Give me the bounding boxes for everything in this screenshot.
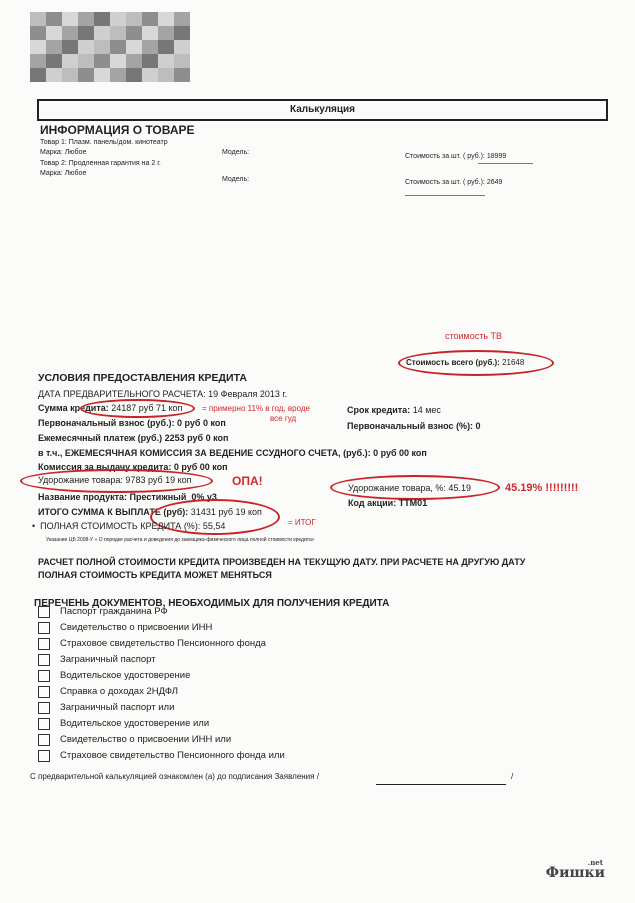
product-info-heading: ИНФОРМАЦИЯ О ТОВАРЕ bbox=[40, 123, 195, 137]
checkbox[interactable] bbox=[38, 654, 50, 666]
calculation-title: Калькуляция bbox=[37, 99, 608, 121]
pen-underline-2 bbox=[405, 195, 485, 196]
doc-item: Страховое свидетельство Пенсионного фонда bbox=[60, 638, 266, 649]
checkbox[interactable] bbox=[38, 686, 50, 698]
signature-slash: / bbox=[511, 772, 514, 781]
doc-item: Заграничный паспорт или bbox=[60, 702, 175, 713]
full-cost-row: • ПОЛНАЯ СТОИМОСТЬ КРЕДИТА (%): 55,54 bbox=[32, 521, 226, 531]
total-pay-row: ИТОГО СУММА К ВЫПЛАТЕ (руб): 31431 руб 19 коп bbox=[38, 507, 262, 517]
first-payment: Первоначальный взнос (руб.): 0 руб 0 коп bbox=[38, 418, 226, 428]
signature-text: С предварительной калькуляцией ознакомлен (а) до подписания Заявления / bbox=[30, 772, 319, 781]
checkbox[interactable] bbox=[38, 734, 50, 746]
cost2-label: Стоимость за шт. ( руб.): 2649 bbox=[405, 179, 503, 186]
checkbox[interactable] bbox=[38, 606, 50, 618]
product-name: Название продукта: Престижный_0% у3 bbox=[38, 492, 217, 502]
checkbox[interactable] bbox=[38, 702, 50, 714]
promo-code: Код акции: ТТМ01 bbox=[348, 498, 428, 508]
credit-heading: УСЛОВИЯ ПРЕДОСТАВЛЕНИЯ КРЕДИТА bbox=[38, 372, 247, 384]
annot-tv-cost: стоимость ТВ bbox=[445, 331, 503, 341]
sum-annot1: = примерно 11% в год, вроде bbox=[202, 404, 310, 413]
documents-heading: ПЕРЕЧЕНЬ ДОКУМЕНТОВ, НЕОБХОДИМЫХ ДЛЯ ПОЛУЧЕНИЯ КРЕДИТА bbox=[34, 598, 390, 609]
first-payment-pct: Первоначальный взнос (%): 0 bbox=[347, 421, 481, 431]
pixelated-logo-block bbox=[30, 12, 190, 82]
markup-pct-annot: 45.19% !!!!!!!!! bbox=[505, 482, 579, 494]
model2: Модель: bbox=[222, 176, 250, 183]
fishki-logo bbox=[545, 858, 605, 881]
full-cost-value: 55,54 bbox=[202, 521, 226, 531]
cb-footnote: Указание ЦБ 2008-У « О порядке расчета и доведения до заемщика-физического лица полной стоимости кредита» bbox=[46, 537, 315, 543]
cost2-value: 2649 bbox=[486, 179, 503, 186]
checkbox[interactable] bbox=[38, 750, 50, 762]
logo-text: Фишки bbox=[545, 865, 605, 881]
monthly-commission: в т.ч., ЕЖЕМЕСЯЧНАЯ КОМИССИЯ ЗА ВЕДЕНИЕ ССУДНОГО СЧЕТА, (руб.): 0 руб 00 коп bbox=[38, 448, 427, 458]
term-row: Срок кредита: 14 мес bbox=[347, 405, 441, 415]
cost1-value: 18999 bbox=[486, 153, 507, 160]
signature-line[interactable] bbox=[376, 776, 506, 785]
brand1: Марка: Любое bbox=[40, 149, 87, 156]
logo-net: .net bbox=[587, 858, 603, 867]
doc-item: Справка о доходах 2НДФЛ bbox=[60, 686, 178, 697]
checkbox[interactable] bbox=[38, 622, 50, 634]
total-cost-value: 21648 bbox=[502, 358, 525, 367]
model1: Модель: bbox=[222, 149, 250, 156]
markup-pct: Удорожание товара, %: 45.19 bbox=[348, 483, 471, 493]
checkbox[interactable] bbox=[38, 670, 50, 682]
brand2: Марка: Любое bbox=[40, 170, 87, 177]
doc-item: Свидетельство о присвоении ИНН или bbox=[60, 734, 232, 745]
pen-underline bbox=[478, 163, 533, 164]
total-pay-value: 31431 руб 19 коп bbox=[190, 507, 262, 517]
calc-date: ДАТА ПРЕДВАРИТЕЛЬНОГО РАСЧЕТА: 19 Февраля 2013 г. bbox=[38, 389, 288, 399]
doc-item: Страховое свидетельство Пенсионного фонда или bbox=[60, 750, 285, 761]
sum-annot2: все гуд bbox=[270, 414, 297, 423]
markup-rub: Удорожание товара: 9783 руб 19 коп bbox=[38, 475, 192, 485]
doc-item: Водительское удостоверение bbox=[60, 670, 191, 681]
doc-item: Свидетельство о присвоении ИНН bbox=[60, 622, 213, 633]
opa-annotation: ОПА! bbox=[232, 474, 263, 488]
monthly-payment: Ежемесячный платеж (руб.) 2253 руб 0 коп bbox=[38, 433, 229, 443]
notice-line2: ПОЛНАЯ СТОИМОСТЬ КРЕДИТА МОЖЕТ МЕНЯТЬСЯ bbox=[38, 570, 272, 580]
doc-item: Водительское удостоверение или bbox=[60, 718, 210, 729]
notice-line1: РАСЧЕТ ПОЛНОЙ СТОИМОСТИ КРЕДИТА ПРОИЗВЕДЕН НА ТЕКУЩУЮ ДАТУ. ПРИ РАСЧЕТЕ НА ДРУГУЮ ДАТУ bbox=[38, 557, 526, 567]
itog-annotation: = ИТОГ bbox=[288, 518, 316, 527]
credit-sum-row: Сумма кредита: 24187 руб 71 коп bbox=[38, 403, 183, 413]
red-oval-sum bbox=[80, 399, 195, 418]
cost1-label: Стоимость за шт. ( руб.): 18999 bbox=[405, 153, 507, 160]
doc-item: Заграничный паспорт bbox=[60, 654, 156, 665]
checkbox[interactable] bbox=[38, 718, 50, 730]
credit-sum-value: 24187 руб 71 коп bbox=[111, 403, 183, 413]
item1: Товар 1: Плазм. панель/дом. кинотеатр bbox=[40, 139, 168, 146]
item2: Товар 2: Продленная гарантия на 2 г. bbox=[40, 160, 161, 167]
total-cost-label: Стоимость всего (руб.): 21648 bbox=[406, 358, 525, 367]
issue-commission: Комиссия за выдачу кредита: 0 руб 00 коп bbox=[38, 462, 228, 472]
checkbox[interactable] bbox=[38, 638, 50, 650]
doc-item: Паспорт гражданина РФ bbox=[60, 606, 168, 617]
